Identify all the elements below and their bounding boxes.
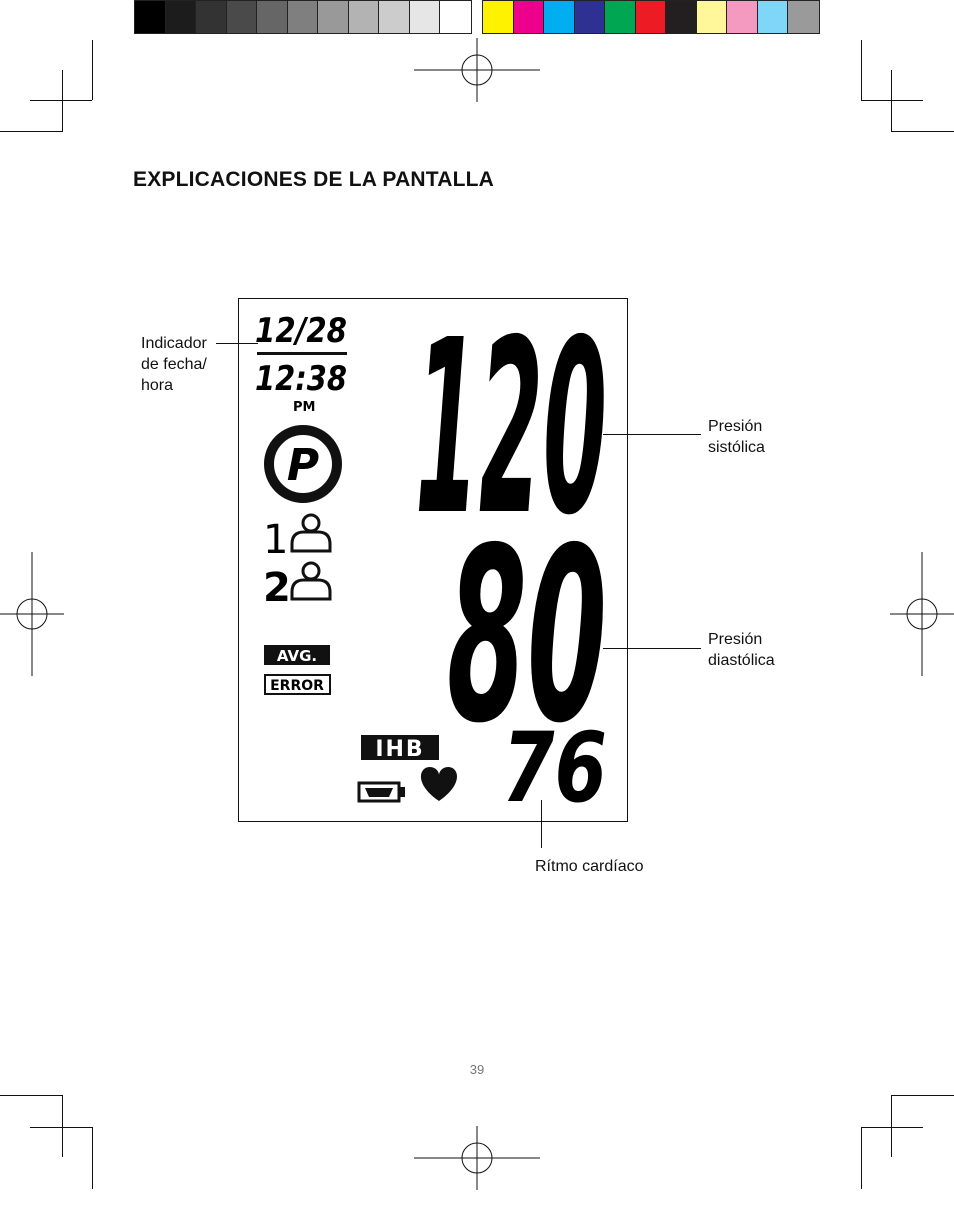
user1-number: 1 [263,517,289,563]
grayscale-swatch [349,1,380,33]
ampm-indicator: PM [293,400,316,415]
crop-mark [92,40,93,100]
process-color-swatch [575,1,606,33]
diastolic-reading: 80 [447,496,607,776]
crop-mark [30,1127,92,1128]
date-time-callout-label [141,333,207,396]
label-line: Presión [708,418,763,435]
label-line: de fecha/ [141,356,207,373]
process-color-swatch [483,1,514,33]
crop-mark [30,100,92,101]
crop-mark [891,131,954,132]
crop-mark [861,1127,862,1189]
date-readout: 12/28 [255,311,347,351]
systolic-reading: 120 [415,299,607,568]
label-line: diastólica [708,652,775,669]
error-badge-label: ERROR [270,678,324,694]
process-color-swatch [666,1,697,33]
avg-badge-label: AVG. [276,647,318,665]
crop-mark [0,131,62,132]
process-color-swatch [605,1,636,33]
crop-mark [62,1095,63,1157]
registration-target-icon [0,552,64,676]
crop-mark [891,1095,892,1157]
crop-mark [861,1127,923,1128]
crop-mark [891,1095,954,1096]
lcd-svg [239,299,627,821]
registration-target-icon [890,552,954,676]
process-color-swatch [697,1,728,33]
crop-mark [891,70,892,132]
grayscale-swatch [318,1,349,33]
label-line: Indicador [141,335,207,352]
grayscale-swatch [135,1,166,33]
battery-low-icon [359,783,405,801]
page-number: 39 [469,1062,485,1077]
grayscale-swatch [166,1,197,33]
user-icon [292,563,330,599]
grayscale-swatch [257,1,288,33]
grayscale-swatch [196,1,227,33]
grayscale-swatch [288,1,319,33]
grayscale-swatch [440,1,471,33]
label-line: Presión [708,631,763,648]
crop-mark [92,1127,93,1189]
grayscale-swatch [227,1,258,33]
grayscale-swatch [379,1,410,33]
ihb-badge-label: IHB [375,737,425,762]
diastolic-callout-label [708,629,775,671]
registration-target-icon [414,1126,540,1190]
process-color-swatch [636,1,667,33]
label-line: hora [141,377,174,394]
pulse-callout-label: Rítmo cardíaco [535,858,644,875]
label-line: sistólica [708,439,765,456]
memory-letter: P [286,440,320,491]
crop-mark [62,70,63,132]
crop-mark [861,100,923,101]
date-time-divider [257,352,347,355]
time-readout: 12:38 [255,359,347,399]
page-title: EXPLICACIONES DE LA PANTALLA [133,168,495,191]
crop-mark [861,40,862,100]
grayscale-swatch [410,1,441,33]
registration-target-icon [414,38,540,102]
process-color-bar [482,0,820,34]
process-color-swatch [758,1,789,33]
crop-mark [0,1095,62,1096]
user2-number: 2 [263,565,291,611]
process-color-swatch [727,1,758,33]
lcd-display-panel [238,298,628,822]
pulse-reading: 76 [502,712,607,821]
process-color-swatch [788,1,819,33]
grayscale-color-bar [134,0,472,34]
process-color-swatch [514,1,545,33]
user-icon [292,515,330,551]
process-color-swatch [544,1,575,33]
systolic-callout-label [708,416,765,458]
